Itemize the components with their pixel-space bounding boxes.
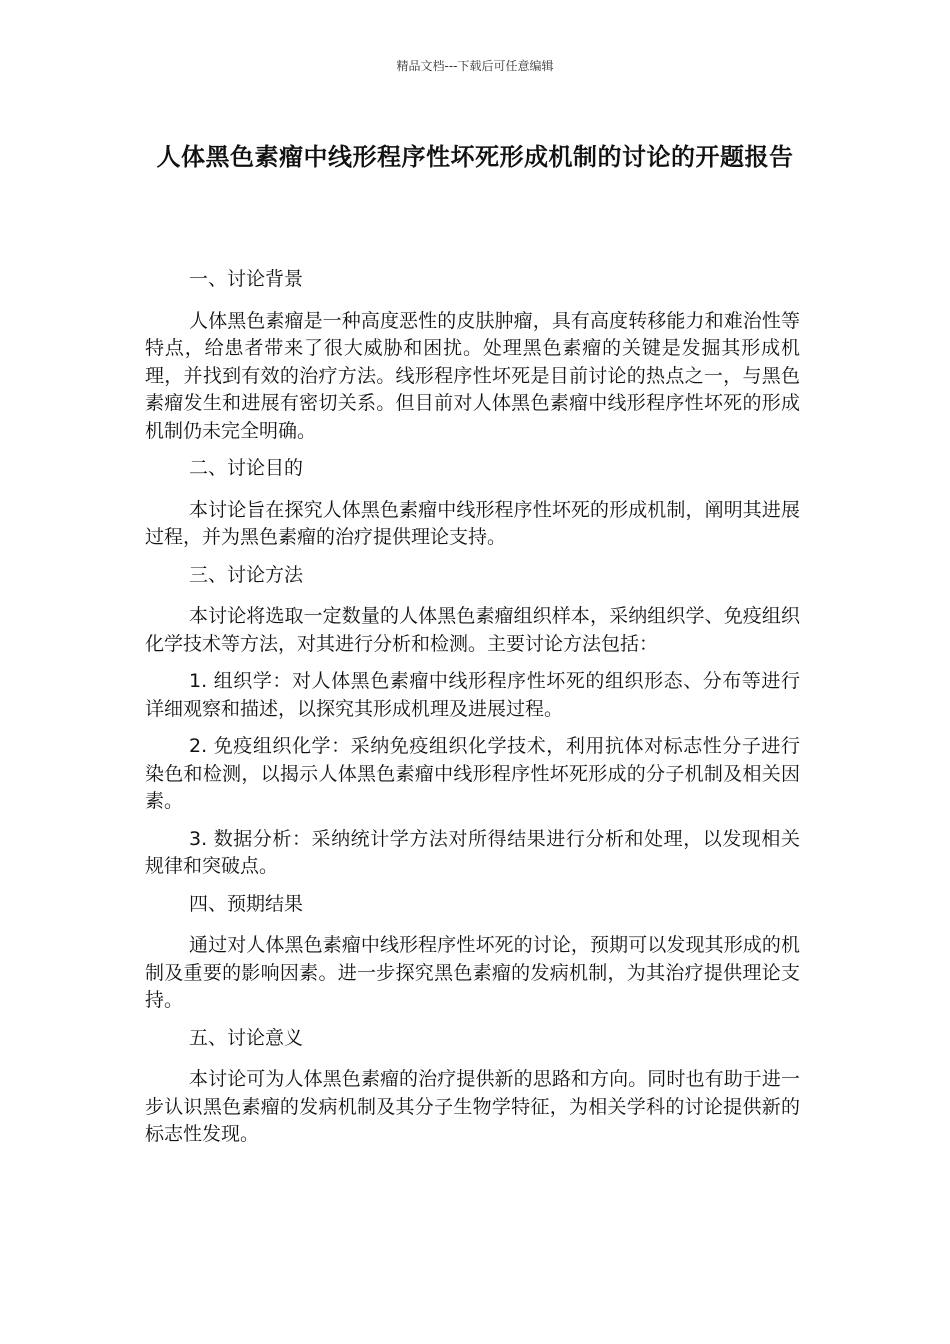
paragraph: 人体黑色素瘤是一种高度恶性的皮肤肿瘤，具有高度转移能力和难治性等特点，给患者带来了很大威胁和困扰。处理黑色素瘤的关键是发掘其形成机理，并找到有效的治疗方法。线形程序性坏死是目前讨论的热点之一，与黑色素瘤发生和进展有密切关系。但目前对人体黑色素瘤中线形程序性坏死的形成机制仍未完全明确。 bbox=[145, 309, 800, 442]
paragraph: 本讨论将选取一定数量的人体黑色素瘤组织样本，采纳组织学、免疫组织化学技术等方法，对其进行分析和检测。主要讨论方法包括： bbox=[145, 605, 800, 655]
section-heading-significance: 五、讨论意义 bbox=[189, 1026, 304, 1049]
section-heading-expected-results: 四、预期结果 bbox=[189, 892, 304, 915]
document-body bbox=[145, 266, 800, 1159]
section-heading-purpose: 二、讨论目的 bbox=[189, 457, 304, 479]
method-item: 3. 数据分析：采纳统计学方法对所得结果进行分析和处理，以发现相关规律和突破点。 bbox=[145, 827, 800, 877]
method-item: 2. 免疫组织化学：采纳免疫组织化学技术，利用抗体对标志性分子进行染色和检测，以揭示人体黑色素瘤中线形程序性坏死形成的分子机制及相关因素。 bbox=[145, 735, 800, 812]
section-heading-background: 一、讨论背景 bbox=[189, 268, 304, 290]
page-title: 人体黑色素瘤中线形程序性坏死形成机制的讨论的开题报告 bbox=[156, 143, 794, 171]
header-note: 精品文档---下载后可任意编辑 bbox=[396, 59, 554, 73]
paragraph: 本讨论可为人体黑色素瘤的治疗提供新的思路和方向。同时也有助于进一步认识黑色素瘤的发病机制及其分子生物学特征，为相关学科的讨论提供新的标志性发现。 bbox=[145, 1068, 800, 1145]
method-item: 1. 组织学：对人体黑色素瘤中线形程序性坏死的组织形态、分布等进行详细观察和描述，以探究其形成机理及进展过程。 bbox=[145, 670, 800, 720]
paragraph: 通过对人体黑色素瘤中线形程序性坏死的讨论，预期可以发现其形成的机制及重要的影响因素。进一步探究黑色素瘤的发病机制，为其治疗提供理论支持。 bbox=[145, 934, 800, 1011]
section-heading-methods: 三、讨论方法 bbox=[189, 563, 304, 586]
paragraph: 本讨论旨在探究人体黑色素瘤中线形程序性坏死的形成机制，阐明其进展过程，并为黑色素瘤的治疗提供理论支持。 bbox=[145, 498, 800, 548]
